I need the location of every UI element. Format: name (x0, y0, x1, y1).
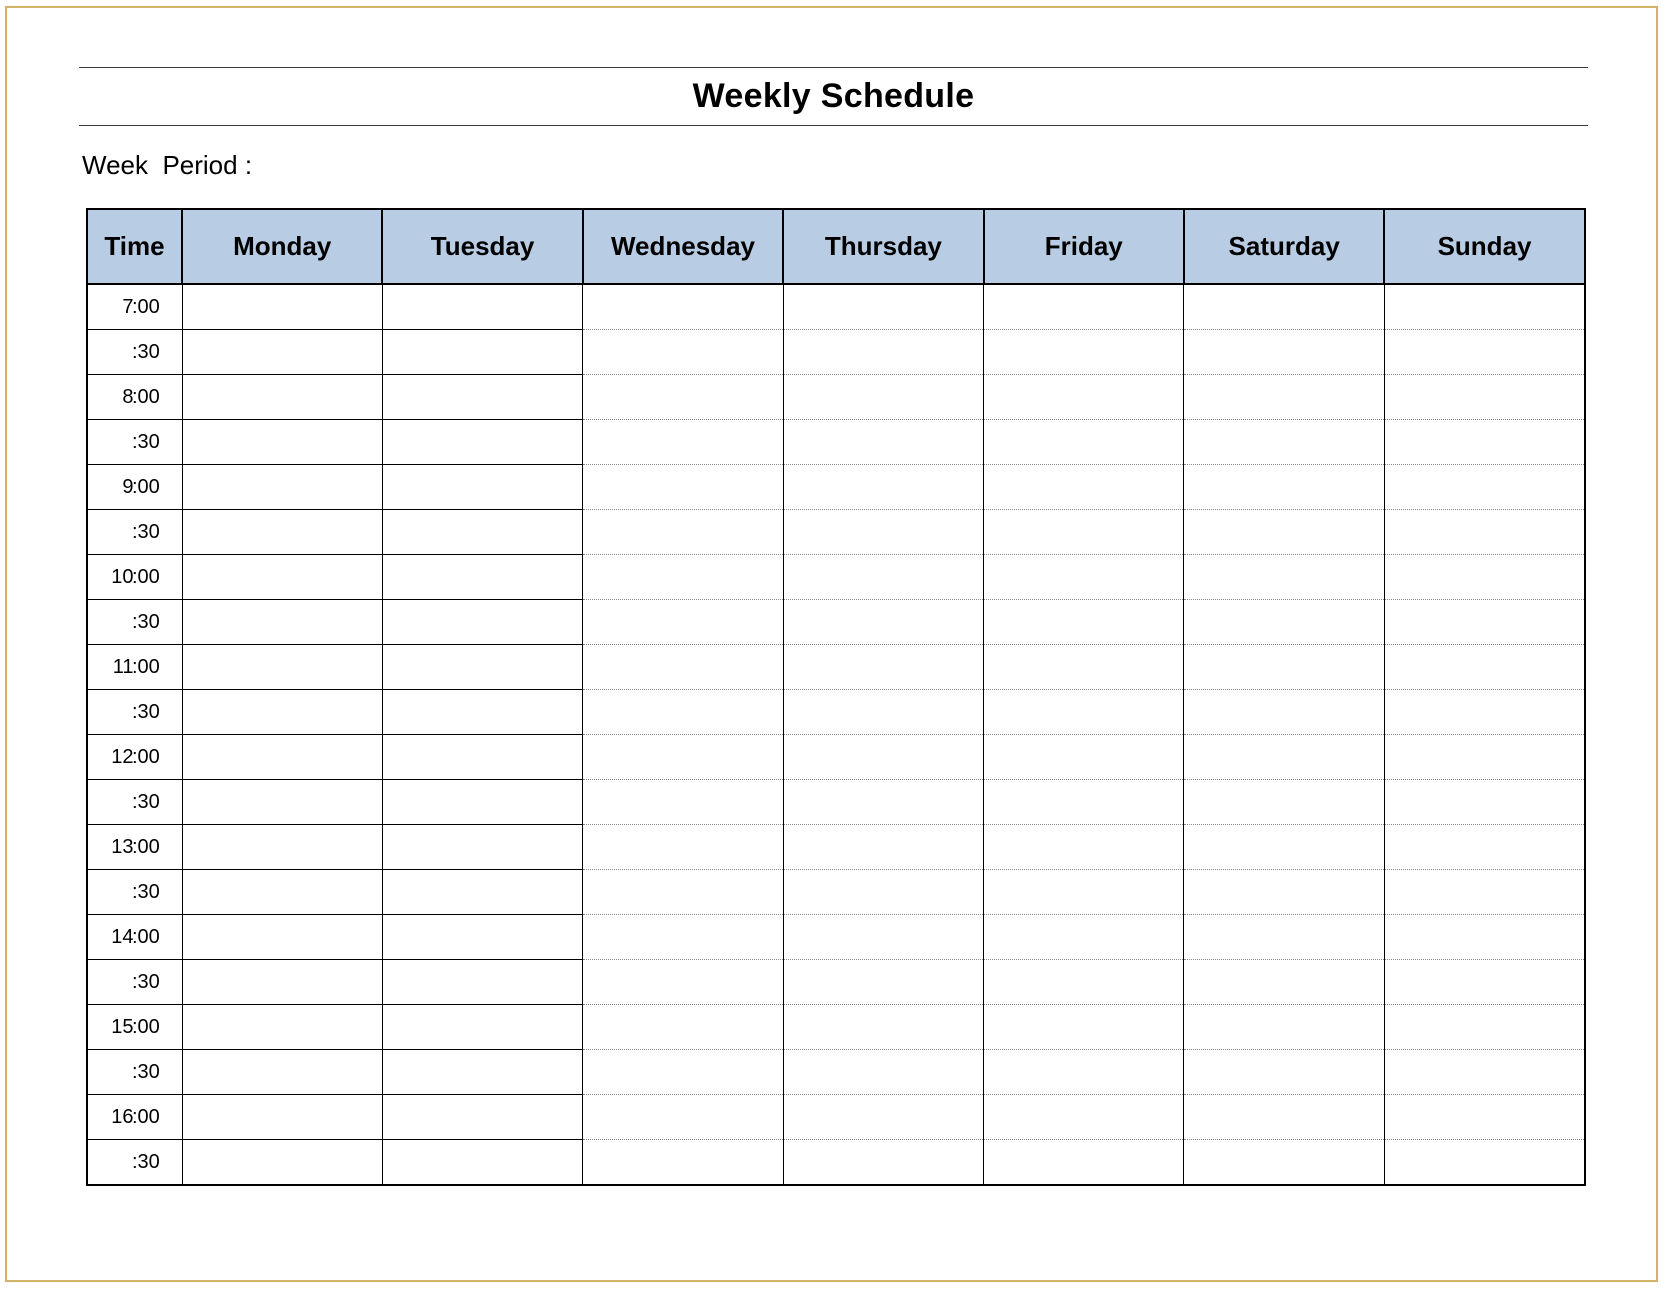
time-hour: 13 (111, 836, 134, 858)
slot-cell-tuesday[interactable] (382, 780, 582, 825)
slot-cell-friday[interactable] (984, 1095, 1184, 1140)
slot-cell-wednesday[interactable] (583, 825, 783, 870)
slot-cell-saturday[interactable] (1184, 330, 1384, 375)
slot-cell-saturday[interactable] (1184, 510, 1384, 555)
slot-cell-monday[interactable] (182, 915, 382, 960)
slot-cell-tuesday[interactable] (382, 375, 582, 420)
slot-cell-saturday[interactable] (1184, 600, 1384, 645)
slot-cell-wednesday[interactable] (583, 600, 783, 645)
slot-cell-wednesday[interactable] (583, 1005, 783, 1050)
time-hour: 7 (122, 296, 134, 318)
slot-cell-tuesday[interactable] (382, 915, 582, 960)
schedule-table (86, 208, 1586, 1186)
time-hour: 9 (122, 476, 134, 498)
slot-cell-monday[interactable] (182, 510, 382, 555)
slot-cell-thursday[interactable] (783, 375, 983, 420)
time-cell (87, 420, 182, 465)
slot-cell-monday[interactable] (182, 330, 382, 375)
table-row (87, 510, 1585, 555)
slot-cell-thursday[interactable] (783, 420, 983, 465)
slot-cell-wednesday[interactable] (583, 284, 783, 330)
slot-cell-saturday[interactable] (1184, 960, 1384, 1005)
time-hour: 15 (111, 1016, 134, 1038)
time-minute: :00 (132, 1016, 160, 1038)
header-friday: Friday (984, 209, 1184, 284)
table-row (87, 420, 1585, 465)
slot-cell-wednesday[interactable] (583, 870, 783, 915)
table-row (87, 870, 1585, 915)
slot-cell-saturday[interactable] (1184, 375, 1384, 420)
slot-cell-monday[interactable] (182, 645, 382, 690)
slot-cell-thursday[interactable] (783, 1140, 983, 1186)
slot-cell-friday[interactable] (984, 825, 1184, 870)
slot-cell-sunday[interactable] (1384, 284, 1584, 330)
time-cell (87, 555, 182, 600)
time-minute: :30 (132, 341, 160, 363)
slot-cell-thursday[interactable] (783, 510, 983, 555)
slot-cell-sunday[interactable] (1384, 330, 1584, 375)
slot-cell-tuesday[interactable] (382, 735, 582, 780)
slot-cell-saturday[interactable] (1184, 870, 1384, 915)
slot-cell-sunday[interactable] (1384, 555, 1584, 600)
slot-cell-tuesday[interactable] (382, 1005, 582, 1050)
slot-cell-friday[interactable] (984, 555, 1184, 600)
slot-cell-monday[interactable] (182, 960, 382, 1005)
slot-cell-thursday[interactable] (783, 780, 983, 825)
slot-cell-saturday[interactable] (1184, 780, 1384, 825)
slot-cell-friday[interactable] (984, 1005, 1184, 1050)
slot-cell-sunday[interactable] (1384, 375, 1584, 420)
slot-cell-saturday[interactable] (1184, 1140, 1384, 1186)
slot-cell-thursday[interactable] (783, 960, 983, 1005)
slot-cell-friday[interactable] (984, 375, 1184, 420)
slot-cell-saturday[interactable] (1184, 1095, 1384, 1140)
table-row (87, 600, 1585, 645)
time-cell (87, 1095, 182, 1140)
time-cell (87, 1140, 182, 1186)
slot-cell-thursday[interactable] (783, 555, 983, 600)
time-minute: :30 (132, 611, 160, 633)
slot-cell-thursday[interactable] (783, 330, 983, 375)
slot-cell-friday[interactable] (984, 330, 1184, 375)
table-row (87, 284, 1585, 330)
slot-cell-tuesday[interactable] (382, 1050, 582, 1095)
slot-cell-tuesday[interactable] (382, 600, 582, 645)
slot-cell-tuesday[interactable] (382, 690, 582, 735)
time-minute: :00 (132, 476, 160, 498)
slot-cell-sunday[interactable] (1384, 1095, 1584, 1140)
title-rule-top (79, 67, 1588, 68)
slot-cell-wednesday[interactable] (583, 465, 783, 510)
slot-cell-wednesday[interactable] (583, 330, 783, 375)
header-saturday: Saturday (1184, 209, 1384, 284)
slot-cell-friday[interactable] (984, 1050, 1184, 1095)
slot-cell-thursday[interactable] (783, 1050, 983, 1095)
header-time: Time (87, 209, 182, 284)
slot-cell-monday[interactable] (182, 735, 382, 780)
slot-cell-monday[interactable] (182, 600, 382, 645)
slot-cell-friday[interactable] (984, 1140, 1184, 1186)
time-cell (87, 690, 182, 735)
time-hour: 10 (111, 566, 134, 588)
table-row (87, 330, 1585, 375)
time-minute: :00 (132, 386, 160, 408)
schedule-body (87, 284, 1585, 1185)
slot-cell-thursday[interactable] (783, 870, 983, 915)
table-row (87, 555, 1585, 600)
slot-cell-wednesday[interactable] (583, 960, 783, 1005)
slot-cell-tuesday[interactable] (382, 645, 582, 690)
table-row (87, 465, 1585, 510)
slot-cell-friday[interactable] (984, 735, 1184, 780)
slot-cell-sunday[interactable] (1384, 420, 1584, 465)
slot-cell-friday[interactable] (984, 465, 1184, 510)
time-minute: :30 (132, 1151, 160, 1173)
slot-cell-wednesday[interactable] (583, 735, 783, 780)
slot-cell-monday[interactable] (182, 870, 382, 915)
table-row (87, 1050, 1585, 1095)
slot-cell-monday[interactable] (182, 420, 382, 465)
slot-cell-friday[interactable] (984, 510, 1184, 555)
table-row (87, 645, 1585, 690)
slot-cell-tuesday[interactable] (382, 960, 582, 1005)
slot-cell-saturday[interactable] (1184, 1005, 1384, 1050)
table-row (87, 915, 1585, 960)
slot-cell-monday[interactable] (182, 780, 382, 825)
slot-cell-sunday[interactable] (1384, 465, 1584, 510)
table-row (87, 825, 1585, 870)
table-row (87, 1095, 1585, 1140)
time-cell (87, 915, 182, 960)
page-title: Weekly Schedule (692, 77, 975, 115)
slot-cell-wednesday[interactable] (583, 555, 783, 600)
time-cell (87, 600, 182, 645)
slot-cell-thursday[interactable] (783, 465, 983, 510)
time-minute: :30 (132, 971, 160, 993)
slot-cell-monday[interactable] (182, 825, 382, 870)
time-cell (87, 780, 182, 825)
slot-cell-sunday[interactable] (1384, 600, 1584, 645)
slot-cell-tuesday[interactable] (382, 1095, 582, 1140)
slot-cell-friday[interactable] (984, 915, 1184, 960)
slot-cell-saturday[interactable] (1184, 555, 1384, 600)
table-row (87, 1140, 1585, 1186)
slot-cell-wednesday[interactable] (583, 690, 783, 735)
table-row (87, 780, 1585, 825)
slot-cell-wednesday[interactable] (583, 1050, 783, 1095)
header-monday: Monday (182, 209, 382, 284)
time-cell (87, 330, 182, 375)
time-cell (87, 1050, 182, 1095)
slot-cell-monday[interactable] (182, 284, 382, 330)
slot-cell-tuesday[interactable] (382, 1140, 582, 1186)
table-row (87, 1005, 1585, 1050)
slot-cell-thursday[interactable] (783, 645, 983, 690)
slot-cell-monday[interactable] (182, 1005, 382, 1050)
slot-cell-tuesday[interactable] (382, 825, 582, 870)
time-cell (87, 825, 182, 870)
time-minute: :30 (132, 701, 160, 723)
time-cell (87, 960, 182, 1005)
slot-cell-tuesday[interactable] (382, 284, 582, 330)
slot-cell-thursday[interactable] (783, 735, 983, 780)
table-row (87, 735, 1585, 780)
week-period-label: Week Period : (82, 150, 253, 180)
slot-cell-sunday[interactable] (1384, 1050, 1584, 1095)
slot-cell-saturday[interactable] (1184, 825, 1384, 870)
time-minute: :30 (132, 521, 160, 543)
slot-cell-wednesday[interactable] (583, 1140, 783, 1186)
slot-cell-sunday[interactable] (1384, 735, 1584, 780)
time-cell (87, 510, 182, 555)
time-minute: :00 (132, 656, 160, 678)
slot-cell-tuesday[interactable] (382, 510, 582, 555)
slot-cell-monday[interactable] (182, 375, 382, 420)
slot-cell-sunday[interactable] (1384, 915, 1584, 960)
slot-cell-friday[interactable] (984, 960, 1184, 1005)
time-cell (87, 645, 182, 690)
slot-cell-saturday[interactable] (1184, 735, 1384, 780)
header-thursday: Thursday (783, 209, 983, 284)
slot-cell-monday[interactable] (182, 1050, 382, 1095)
slot-cell-friday[interactable] (984, 645, 1184, 690)
time-minute: :00 (132, 566, 160, 588)
slot-cell-sunday[interactable] (1384, 870, 1584, 915)
slot-cell-wednesday[interactable] (583, 510, 783, 555)
slot-cell-friday[interactable] (984, 420, 1184, 465)
slot-cell-wednesday[interactable] (583, 375, 783, 420)
slot-cell-tuesday[interactable] (382, 465, 582, 510)
slot-cell-monday[interactable] (182, 1140, 382, 1186)
slot-cell-thursday[interactable] (783, 1005, 983, 1050)
slot-cell-wednesday[interactable] (583, 645, 783, 690)
time-minute: :00 (132, 1106, 160, 1128)
slot-cell-saturday[interactable] (1184, 690, 1384, 735)
slot-cell-thursday[interactable] (783, 284, 983, 330)
slot-cell-saturday[interactable] (1184, 420, 1384, 465)
table-row (87, 960, 1585, 1005)
time-minute: :00 (132, 836, 160, 858)
slot-cell-sunday[interactable] (1384, 960, 1584, 1005)
slot-cell-monday[interactable] (182, 465, 382, 510)
slot-cell-thursday[interactable] (783, 690, 983, 735)
time-minute: :00 (132, 746, 160, 768)
header-wednesday: Wednesday (583, 209, 783, 284)
slot-cell-tuesday[interactable] (382, 870, 582, 915)
slot-cell-sunday[interactable] (1384, 690, 1584, 735)
slot-cell-sunday[interactable] (1384, 510, 1584, 555)
slot-cell-friday[interactable] (984, 600, 1184, 645)
table-row (87, 375, 1585, 420)
slot-cell-friday[interactable] (984, 690, 1184, 735)
slot-cell-sunday[interactable] (1384, 825, 1584, 870)
header-sunday: Sunday (1384, 209, 1584, 284)
slot-cell-saturday[interactable] (1184, 465, 1384, 510)
time-hour: 12 (111, 746, 134, 768)
slot-cell-tuesday[interactable] (382, 420, 582, 465)
slot-cell-thursday[interactable] (783, 1095, 983, 1140)
time-minute: :00 (132, 296, 160, 318)
time-cell (87, 870, 182, 915)
slot-cell-friday[interactable] (984, 780, 1184, 825)
table-row (87, 690, 1585, 735)
slot-cell-sunday[interactable] (1384, 1140, 1584, 1186)
header-tuesday: Tuesday (382, 209, 582, 284)
slot-cell-thursday[interactable] (783, 915, 983, 960)
slot-cell-monday[interactable] (182, 1095, 382, 1140)
time-cell (87, 1005, 182, 1050)
slot-cell-saturday[interactable] (1184, 645, 1384, 690)
header-row (87, 209, 1585, 284)
slot-cell-friday[interactable] (984, 284, 1184, 330)
slot-cell-sunday[interactable] (1384, 780, 1584, 825)
time-hour: 14 (111, 926, 134, 948)
slot-cell-saturday[interactable] (1184, 284, 1384, 330)
slot-cell-monday[interactable] (182, 690, 382, 735)
time-minute: :30 (132, 791, 160, 813)
slot-cell-saturday[interactable] (1184, 1050, 1384, 1095)
time-cell (87, 284, 182, 330)
time-minute: :30 (132, 881, 160, 903)
slot-cell-wednesday[interactable] (583, 1095, 783, 1140)
slot-cell-friday[interactable] (984, 870, 1184, 915)
slot-cell-wednesday[interactable] (583, 915, 783, 960)
slot-cell-tuesday[interactable] (382, 555, 582, 600)
slot-cell-wednesday[interactable] (583, 780, 783, 825)
time-minute: :00 (132, 926, 160, 948)
time-minute: :30 (132, 1061, 160, 1083)
time-hour: 8 (122, 386, 134, 408)
slot-cell-sunday[interactable] (1384, 1005, 1584, 1050)
time-cell (87, 735, 182, 780)
slot-cell-tuesday[interactable] (382, 330, 582, 375)
title-rule-bottom (79, 125, 1588, 126)
time-cell (87, 375, 182, 420)
slot-cell-thursday[interactable] (783, 825, 983, 870)
slot-cell-monday[interactable] (182, 555, 382, 600)
time-hour: 11 (112, 656, 134, 678)
time-cell (87, 465, 182, 510)
slot-cell-thursday[interactable] (783, 600, 983, 645)
time-hour: 16 (111, 1106, 134, 1128)
slot-cell-saturday[interactable] (1184, 915, 1384, 960)
slot-cell-wednesday[interactable] (583, 420, 783, 465)
slot-cell-sunday[interactable] (1384, 645, 1584, 690)
time-minute: :30 (132, 431, 160, 453)
